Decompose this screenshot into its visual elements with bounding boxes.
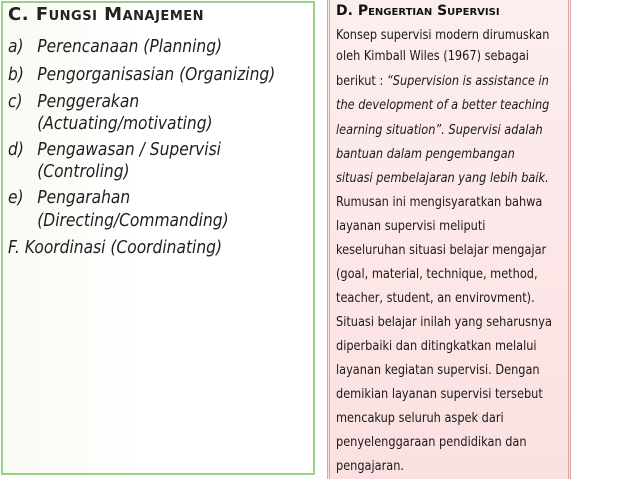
list-marker: b) — [8, 64, 24, 85]
list-item-actuating-detail — [8, 112, 213, 135]
list-item-text: Perencanaan (Planning) — [37, 36, 223, 57]
list-item-actuating — [8, 90, 139, 113]
supervision-definition-panel — [327, 0, 571, 479]
list-item-directing-detail — [8, 209, 229, 232]
paragraph-line: Konsep supervisi modern dirumuskan — [336, 27, 550, 43]
management-functions-title: C. Fungsi Manajemen — [8, 4, 205, 25]
paragraph-line: penyelenggaraan pendidikan dan — [336, 434, 527, 450]
list-item-organizing — [8, 63, 275, 86]
paragraph-line: layanan supervisi meliputi — [336, 218, 486, 234]
list-marker: F. — [8, 237, 20, 258]
list-item-coordinating — [8, 236, 222, 259]
paragraph-line: learning situation”. Supervisi adalah — [336, 122, 543, 138]
list-item-text: (Actuating/motivating) — [37, 113, 213, 134]
list-item-planning — [8, 35, 222, 58]
paragraph-line: keseluruhan situasi belajar mengajar — [336, 242, 547, 258]
paragraph-line: situasi pembelajaran yang lebih baik. — [336, 170, 549, 186]
paragraph-line: oleh Kimball Wiles (1967) sebagai — [336, 48, 529, 64]
list-item-text: Penggerakan — [37, 91, 140, 112]
list-marker: a) — [8, 36, 24, 57]
paragraph-line: demikian layanan supervisi tersebut — [336, 386, 543, 402]
paragraph-line: diperbaiki dan ditingkatkan melalui — [336, 338, 537, 354]
supervision-definition-title: D. Pengertian Supervisi — [336, 3, 500, 19]
paragraph-line: pengajaran. — [336, 458, 405, 474]
paragraph-line: Situasi belajar inilah yang seharusnya — [336, 314, 552, 330]
list-marker: d) — [8, 139, 24, 160]
paragraph-line: berikut : “Supervision is assistance in — [336, 73, 549, 89]
paragraph-line: teacher, student, an envirovment). — [336, 290, 535, 306]
list-item-text: Koordinasi (Coordinating) — [24, 237, 223, 258]
paragraph-line: mencakup seluruh aspek dari — [336, 410, 504, 426]
list-item-text: Pengawasan / Supervisi — [37, 139, 221, 160]
list-item-directing — [8, 186, 130, 209]
list-item-text: (Directing/Commanding) — [37, 210, 229, 231]
paragraph-line: (goal, material, technique, method, — [336, 266, 538, 282]
list-item-controlling-detail — [8, 160, 130, 183]
list-marker: c) — [8, 91, 23, 112]
list-item-text: Pengarahan — [37, 187, 131, 208]
list-item-text: Pengorganisasian (Organizing) — [37, 64, 276, 85]
paragraph-line: layanan kegiatan supervisi. Dengan — [336, 362, 540, 378]
paragraph-line: Rumusan ini mengisyaratkan bahwa — [336, 194, 543, 210]
list-item-text: (Controling) — [37, 161, 130, 182]
paragraph-line: bantuan dalam pengembangan — [336, 146, 515, 162]
management-functions-panel — [1, 1, 315, 475]
paragraph-line: the development of a better teaching — [336, 97, 550, 113]
list-marker: e) — [8, 187, 24, 208]
list-item-controlling — [8, 138, 221, 161]
